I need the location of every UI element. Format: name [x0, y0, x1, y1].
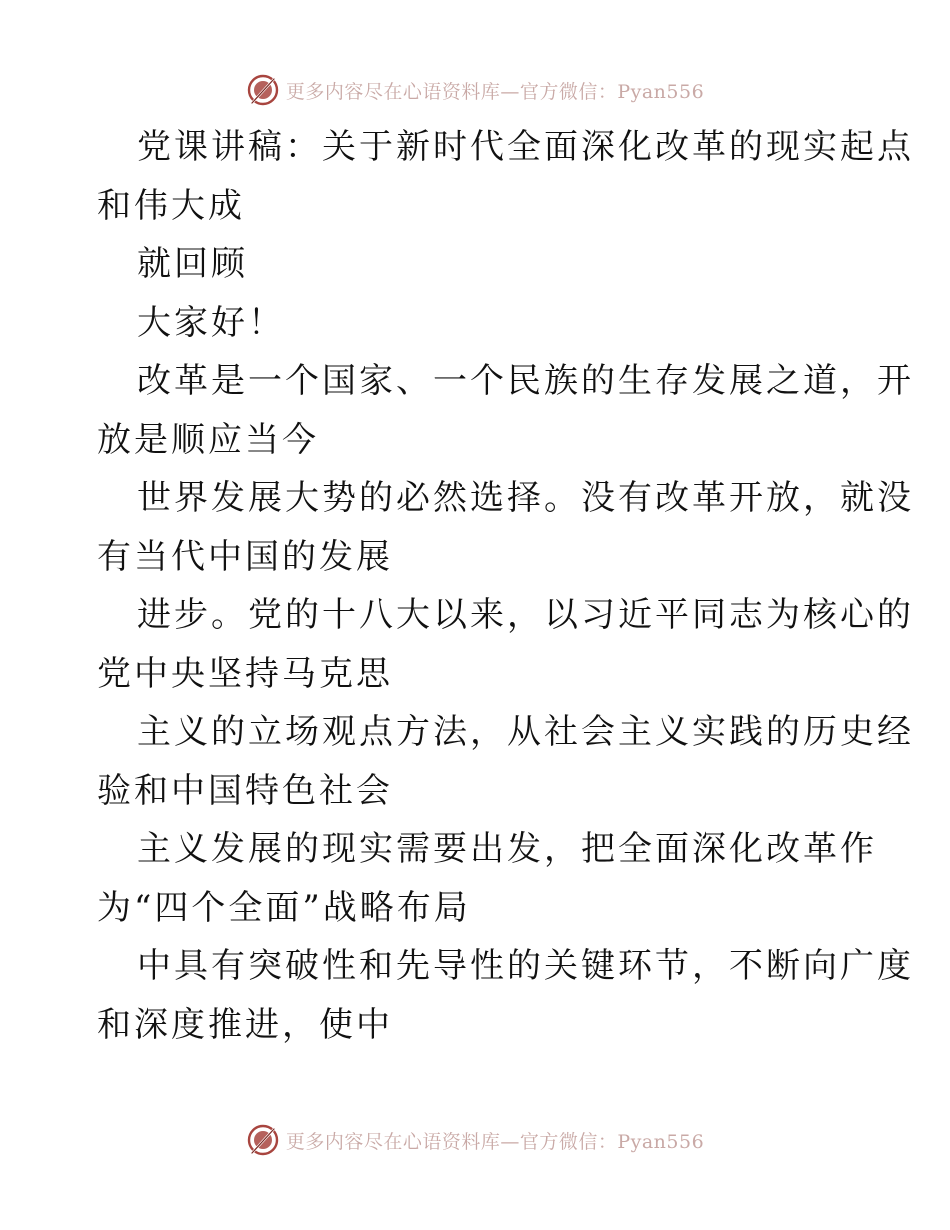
footer-banner — [0, 1120, 950, 1160]
text-line: 进步。党的十八大以来，以习近平同志为核心的 — [137, 595, 914, 635]
quill-seal-icon — [246, 73, 280, 107]
footer-banner-text: 更多内容尽在心语资料库—官方微信：Pyan556 — [285, 1130, 705, 1153]
text-line: 主义发展的现实需要出发，把全面深化改革作 — [137, 829, 877, 869]
text-line: 放是顺应当今 — [97, 419, 319, 460]
text-line: 主义的立场观点方法，从社会主义实践的历史经 — [137, 712, 914, 752]
text-line: 和伟大成 — [97, 185, 245, 226]
header-banner — [0, 70, 950, 110]
text-line: 验和中国特色社会 — [97, 770, 393, 811]
text-line: 为“四个全面”战略布局 — [97, 887, 471, 928]
text-line: 大家好！ — [137, 302, 285, 343]
text-line: 党课讲稿：关于新时代全面深化改革的现实起点 — [137, 127, 914, 167]
text-line: 党中央坚持马克思 — [97, 653, 393, 694]
header-banner-text: 更多内容尽在心语资料库—官方微信：Pyan556 — [285, 80, 705, 103]
document-body — [97, 118, 914, 1054]
text-line: 就回顾 — [137, 244, 248, 284]
text-line: 有当代中国的发展 — [97, 536, 393, 577]
text-line: 和深度推进，使中 — [97, 1004, 393, 1045]
text-line: 中具有突破性和先导性的关键环节，不断向广度 — [137, 946, 914, 986]
text-line: 改革是一个国家、一个民族的生存发展之道，开 — [137, 361, 914, 401]
quill-seal-icon — [246, 1123, 280, 1157]
text-line: 世界发展大势的必然选择。没有改革开放，就没 — [137, 478, 914, 518]
